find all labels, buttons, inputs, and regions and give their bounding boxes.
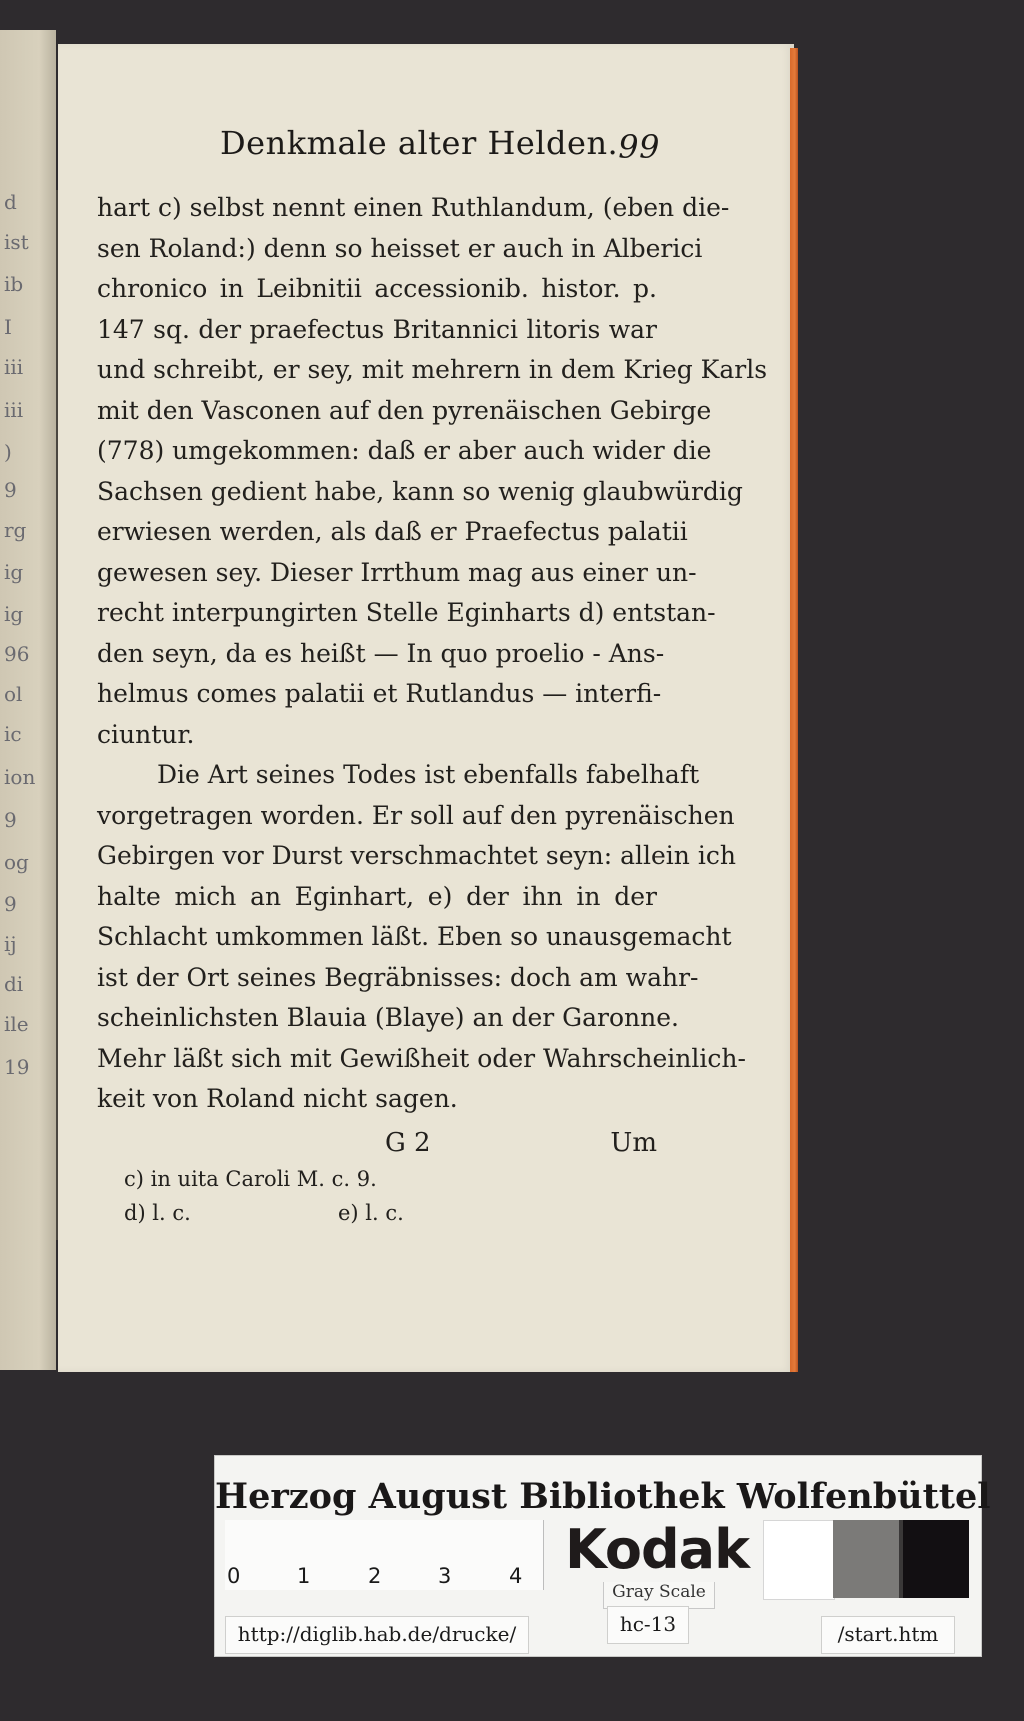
left-page-fragment: ib (4, 272, 24, 296)
left-page-fragment: d (4, 190, 17, 214)
text-line: sen Roland:) denn so heisset er auch in Alberici (97, 233, 703, 263)
left-page-fragment: ic (4, 722, 22, 746)
text-line: halte mich an Eginhart, e) der ihn in der (97, 881, 657, 911)
left-page-fragment: iii (4, 398, 24, 422)
footnotes (124, 1162, 484, 1230)
text-line: mit den Vasconen auf den pyrenäischen Gebirge (97, 395, 712, 425)
left-page-fragment: ig (4, 602, 24, 626)
running-head (220, 120, 660, 166)
text-line: recht interpungirten Stelle Eginharts d) entstan- (97, 598, 716, 627)
ruler-number: 2 (368, 1564, 382, 1588)
left-page-fragment: 9 (4, 892, 17, 916)
ruler-number: 4 (509, 1564, 523, 1588)
left-page-fragment: iii (4, 355, 24, 379)
left-page-fragment: 96 (4, 642, 30, 666)
body-text (97, 188, 768, 1120)
footnote-e: e) l. c. (338, 1201, 404, 1225)
text-line: hart c) selbst nennt einen Ruthlandum, (eben die- (97, 193, 730, 222)
left-page-fragment: ion (4, 765, 36, 789)
ruler-number: 0 (227, 1564, 241, 1588)
text-line: Sachsen gedient habe, kann so wenig glaubwürdig (97, 476, 743, 506)
text-line: Gebirgen vor Durst verschmachtet seyn: allein ich (97, 841, 736, 870)
text-line: chronico in Leibnitii accessionib. histor. p. (97, 274, 657, 303)
left-page-fragment: ig (4, 560, 24, 584)
text-line: helmus comes palatii et Rutlandus — interfi- (97, 679, 662, 708)
ruler (225, 1520, 544, 1590)
ruler-ticks (225, 1520, 543, 1590)
footnote-d: d) l. c. (124, 1201, 191, 1225)
left-page-fragment: og (4, 850, 29, 874)
catchword: Um (610, 1128, 657, 1158)
left-page-fragment: ile (4, 1012, 29, 1036)
previous-page-edge (0, 30, 56, 1370)
text-line: Die Art seines Todes ist ebenfalls fabelhaft (157, 760, 700, 789)
ruler-number: 3 (438, 1564, 452, 1588)
page-edge-red (790, 48, 798, 1372)
left-page-fragment: ) (4, 440, 12, 464)
left-page-fragment: 19 (4, 1055, 30, 1079)
footnote-c: c) in uita Caroli M. c. 9. (124, 1167, 377, 1191)
page-number: 99 (618, 128, 660, 166)
signature-mark: G 2 (385, 1128, 431, 1158)
left-page-fragment: ij (4, 932, 17, 956)
left-page-fragment: ist (4, 230, 29, 254)
text-line: den seyn, da es heißt — In quo proelio - Ans- (97, 638, 665, 668)
swatch-gray (833, 1520, 899, 1598)
left-page-fragment: 9 (4, 808, 17, 832)
left-page-fragment: ol (4, 682, 23, 706)
text-line: gewesen sey. Dieser Irrthum mag aus einer un- (97, 557, 697, 587)
left-page-fragment: 9 (4, 478, 17, 502)
text-line: keit von Roland nicht sagen. (97, 1084, 458, 1113)
color-target-card (214, 1455, 991, 1657)
text-line: und schreibt, er sey, mit mehrern in dem Krieg Karls (97, 355, 768, 384)
gray-scale-label: Gray Scale (603, 1582, 715, 1609)
left-page-fragment: I (4, 315, 12, 339)
ruler-number: 1 (297, 1564, 311, 1588)
shelfmark: hc-13 (607, 1606, 689, 1644)
text-line: 147 sq. der praefectus Britannici litoris war (97, 314, 657, 344)
text-line: Schlacht umkommen läßt. Eben so unausgemacht (97, 922, 732, 951)
text-line: (778) umgekommen: daß er aber auch wider die (97, 436, 712, 465)
url-suffix: /start.htm (821, 1616, 955, 1654)
library-name: Herzog August Bibliothek Wolfenbüttel (215, 1476, 991, 1517)
text-line: scheinlichsten Blauia (Blaye) an der Garonne. (97, 1003, 679, 1032)
text-line: ciuntur. (97, 719, 195, 749)
left-page-fragment: rg (4, 518, 27, 542)
left-page-fragment: di (4, 972, 24, 996)
text-line: erwiesen werden, als daß er Praefectus palatii (97, 517, 688, 546)
text-line: ist der Ort seines Begräbnisses: doch am wahr- (97, 962, 699, 992)
text-line: Mehr läßt sich mit Gewißheit oder Wahrscheinlich- (97, 1043, 746, 1073)
swatch-white (763, 1520, 835, 1600)
text-line: vorgetragen worden. Er soll auf den pyrenäischen (97, 800, 735, 830)
swatch-black (903, 1520, 969, 1598)
url-prefix: http://diglib.hab.de/drucke/ (225, 1616, 529, 1654)
running-head-title: Denkmale alter Helden. (220, 124, 619, 162)
kodak-logo: Kodak (565, 1518, 749, 1581)
footnote-row (124, 1196, 484, 1230)
